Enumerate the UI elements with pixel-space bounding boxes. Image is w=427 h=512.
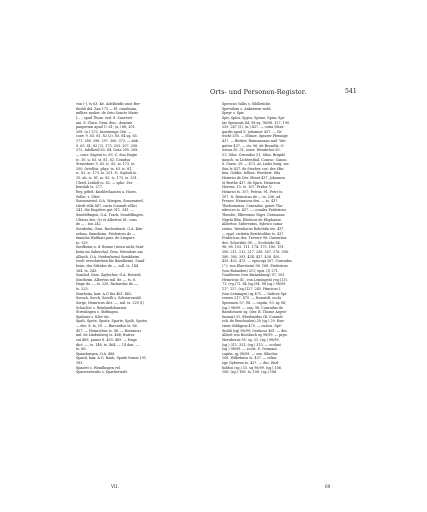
index-entry-line: Sim le 437. de Sterber. ces. des Sfin- xyxy=(222,166,285,171)
index-entry-line: Sorge, Heinricus dict. —, mil. ts. 229 (I) xyxy=(76,300,144,305)
index-entry-line: conv. 9. 63. 81. 82 (2). 83. 84 sq. 85. xyxy=(76,134,138,139)
index-entry-line: heim. des Sifridus de —, soll. ts. 144. xyxy=(76,263,140,268)
index-entry-line: zelsau, Samsheim. Fridericus de — xyxy=(76,231,136,236)
index-entry-line: sgr. Dybernn ts. 437. — dec. Berl- xyxy=(222,361,280,365)
index-entry-line: Ulrich Leidolf io. 82. — splie. Zei- xyxy=(76,180,133,185)
index-entry-line: Fridericus des. Trevere 98. Gaisrubus xyxy=(222,236,287,241)
index-entry-line: 9. 63. 81. 82 (2). 173. 203. 207. 208. xyxy=(76,143,139,148)
index-entry-line: tholdi (sg) 98/99; Gerlacus 461. — dec. xyxy=(222,328,289,333)
index-entry-line: 51; Silos. Conradus 51; Silas. Brigide xyxy=(222,152,286,157)
index-entry-line: rtiedt villa 467. curia Conradi villici xyxy=(76,203,137,208)
index-entry-line: pauperum apud U. 61; (u.) 68; 201. xyxy=(76,125,136,130)
page-number: 541 xyxy=(345,88,357,95)
index-entry-line: 200. Ortolfus. phys. ts. 63. ic. 81. xyxy=(76,166,133,171)
index-entry-line: Spalt, Spote, Spoits, Sporte, Spolt, Spoite, xyxy=(76,319,148,324)
index-entry-line: ic. 10. u. 63. st. 81. 82. Coradus xyxy=(76,157,131,162)
index-entry-line: ben. Goldin. tellera. Weribert. Sila xyxy=(222,171,281,176)
index-entry-line: Somhof, Gem. Zaylocher, O.A. Rotweil, xyxy=(76,273,142,278)
index-entry-line: tar Spiravais 84. 98 sq. 96/98. 127. 190. xyxy=(222,120,291,125)
index-entry-line: Heinrici de Der. Sfeint 437. Johannes xyxy=(222,176,286,180)
index-entry-line: rarius. Wernherus Rebohlin tes. 437. xyxy=(222,226,285,231)
index-column-left xyxy=(76,102,216,482)
index-entry-line: monch. in Lichtenthal. Conrac. Canon. xyxy=(222,157,288,162)
index-entry-line: 435. 452. 475. — episcopi 167. Conradus xyxy=(222,259,292,264)
index-entry-line: Selbe. s. Slter. xyxy=(76,194,101,199)
index-entry-line: von (-), ts 63; Ke. Adelheidis uxor Ber- xyxy=(76,102,141,106)
index-entry-line: 10. ab. ic. 81. io. 82. ic. 173. io. 201. xyxy=(76,176,138,180)
index-entry-line: Thedomarius. Conradus. gener Tha- xyxy=(222,203,284,208)
index-entry-line: — des. 8. ts. 59. — Burcardus ts. 86. xyxy=(76,324,138,328)
index-entry-line: (welt verschrieben für Bandheim). Sund- xyxy=(76,259,146,264)
index-entry-line: Sparwerswahs s. Sparberwalt. xyxy=(76,370,128,375)
index-column-right xyxy=(222,102,362,482)
index-entry-line: Herven. 15. ts. 107. Pridor. V. xyxy=(222,185,273,190)
index-entry-line: Spazett s. Wendlingen vel. xyxy=(76,365,121,370)
index-entry-line: famulus Walthari pins. de Limpurs xyxy=(76,236,135,241)
index-entry-line: ts. 225. xyxy=(76,287,89,291)
index-entry-line: mil. de Lindenberg ts. 466; fratres xyxy=(76,333,135,338)
index-entry-line: Spiremen 57. 98. — capitn. 93. sg 94; xyxy=(222,300,286,305)
signature-mark: VII. xyxy=(111,484,119,489)
index-entry-line: ts. 86. xyxy=(76,347,87,352)
index-entry-line: (von Leiningen) sg 475. — ludices Spi- xyxy=(222,291,288,296)
index-entry-line: 106. Wilhelmus ts. 437. — relini- xyxy=(222,356,278,361)
index-entry-line: 255. 267 (2). (u.) 437. — curia Mera- xyxy=(222,125,285,130)
index-entry-line: 96. 98. 103. 111. 174. 175. 180. 191. xyxy=(222,245,285,250)
index-entry-line: 200. 211. 212. 217. 236. 267. 278. 306. xyxy=(222,250,290,254)
index-entry-line: tinensi) 51. Eberhardus (B. Conradi xyxy=(222,314,283,319)
index-entry-line: — eppl. civitatis Berchtoldus ts. 437. xyxy=(222,231,285,236)
index-entry-line: Spevsilem s. Ankerzem wohl. xyxy=(222,106,272,111)
index-entry-line: Spir, Spira, Spyra, Spirae, Spiar, Spi- xyxy=(222,115,285,120)
index-entry-line: Sornbelm, Gem. Bachenbach, O.A. Kün- xyxy=(76,226,144,231)
index-entry-line: rinus Oddigrus 475. — custos. Spe- xyxy=(222,324,282,328)
index-entry-line: gatter 437. — civ. 96. de Brusella. O- xyxy=(222,143,285,148)
page-title: Orts- und Personen-Register. xyxy=(210,88,307,96)
index-entry-line: wicht 250. — Münze. Spiurer Pfennige xyxy=(222,134,288,139)
index-entry-line: Sordheim u. d. Breme (wenn nicht Sent- xyxy=(76,245,145,250)
index-entry-line: 107. N. Heinricus de — ts. 236. ad xyxy=(222,194,281,199)
index-entry-line: capitn. sg 98/99. — can. Sibodus xyxy=(222,351,278,356)
index-entry-line: 11°. 127. (sg.)127. 245. Hinricus I. xyxy=(222,287,282,291)
index-entry-line: milher. mulier. de Orto Sancte Marie xyxy=(76,111,139,116)
index-entry-line: 380. 385. 393. 434. 437. 438. 450. xyxy=(222,254,281,259)
index-entry-line: 208. (u.) 272. Iusemenge 266. — xyxy=(76,129,132,134)
index-entry-line: Guntherus (von Bienenburg) 97. 103. xyxy=(222,273,286,278)
index-entry-line: (von Bolanden) 211; epis. (I) 271. xyxy=(222,268,279,273)
index-entry-line: S. Germ. 29. — 473. Ar. Liebe burg. sor. xyxy=(222,162,290,167)
folio-number: 69 xyxy=(325,484,331,489)
index-entry-line: Spamburgen, O.A. 466. xyxy=(76,351,116,356)
index-entry-line: ani. S. Clara. Gent. disc., dearum xyxy=(76,120,133,125)
index-entry-line: (sg.) 98/99. — eccla. S. Germani. xyxy=(222,347,278,352)
index-entry-line: Spalmer s. Klee etc. xyxy=(76,314,110,319)
index-entry-line: Theodic. Elbewinus Nigri. Germanus xyxy=(222,213,285,217)
index-entry-line: io. 129. xyxy=(76,240,89,245)
index-entry-line: Sorach, Sorch, Sorelli s. Schwarzwald. xyxy=(76,296,142,301)
index-entry-line: et Berthe 437. de Spira. Heinricus xyxy=(222,180,281,185)
index-entry-line: holdus (sg.) 51. sg 98/99. (sg.) 106. xyxy=(222,365,282,370)
index-entry-line: Albert von Rossbach sg 98/99. — prps. xyxy=(222,333,288,338)
index-entry-line: (^). von Eberstein) 96. 166. Fridericus xyxy=(222,263,288,268)
index-entry-line: (sg.) 98/99. — can. 98. Conradus de xyxy=(222,305,283,310)
index-entry-line: dict. —, ts. 148. ts. 464. — 14 dan. —, xyxy=(76,342,140,347)
index-entry-line: Baruheusen sg. (der. B. Thome Argen- xyxy=(222,310,287,315)
index-entry-line: Spanil, bair. A.G. Rank, Spaite forum 191. xyxy=(76,356,148,361)
index-entry-line: 241. die Engelers gut 311. 341. — xyxy=(76,208,134,213)
index-entry-line: Somheim, bair. A.G Itis 461. 462. xyxy=(76,291,133,296)
index-entry-line: tholdi del. Zan 172 — El. conubium, xyxy=(76,106,137,111)
index-entry-line: renses 217. 475. — Domstift, eccla xyxy=(222,296,282,301)
index-entry-line: ic. 82. ic. 173. io. 201. 8;. Sigholt io. xyxy=(76,171,138,176)
index-entry-line: Heinrici ts. 107; Petrus. 91. Petri ts. xyxy=(222,189,284,194)
index-entry-line: Ulricus des. Os et Albertus 81. cons xyxy=(76,217,137,222)
index-entry-line: Rey, pébel. Knoblethausen a. Hoerc. xyxy=(76,189,138,194)
index-entry-line: Sonnenwied, O.A. Wimpen, Sonnenried, xyxy=(76,199,144,204)
index-entry-line: gardis apud S. Johanner 437. — Ge- xyxy=(222,129,283,134)
index-entry-line: benslab ts. 277. xyxy=(76,185,103,190)
index-entry-line: 183. xyxy=(76,361,84,365)
index-entry-line: 164. ts. 243. xyxy=(76,268,98,273)
index-entry-line: — conv. Sagern io. 63. C. don Hagte xyxy=(76,152,138,157)
page-footer xyxy=(0,483,427,491)
index-entry-line: [— ; spud Thum. eed. 8. Suavesti- xyxy=(76,115,133,120)
index-entry-line: (sg.) 311. 331; (sg.) 313. — scolast. xyxy=(222,342,282,347)
running-head xyxy=(0,86,427,98)
index-entry-line: Sontheim. Albertus mil. de —, ts. 8. xyxy=(76,277,137,282)
index-entry-line: ndesces io. 437. — conales Fridericus xyxy=(222,208,287,213)
index-entry-line: Speyr s. Spir. xyxy=(222,111,245,116)
index-entry-line: wieon 50. 51; scarr. Wendrchir 50. xyxy=(222,148,281,153)
index-entry-line: 457. — Heinrichus ts. 86. — Heinricus xyxy=(76,328,142,333)
index-entry-line: Spericus Vallis s. Sihlbrücke. xyxy=(222,102,272,106)
index-entry-line: heim im Sakerchal, Gem. Steindorn am xyxy=(76,250,143,254)
index-entry-line: Hage de —, ts. 220. Richardus de —, xyxy=(76,282,139,287)
index-entry-line: 71. (vg.)71. 84 (sg.)94. 98 (sg.) 98/99. xyxy=(222,282,287,287)
index-entry-line: sui 469; paiser 8. 459. 469. — Hage xyxy=(76,337,137,342)
index-entry-line: Albuch, O.A. Neidenheim) Sumkheim xyxy=(76,254,140,259)
index-entry-line: Streulingen s. Stiftingen. xyxy=(76,310,119,315)
index-entry-line: Wernherus 50. sg. 51. (sg.) 98/99. xyxy=(222,337,280,342)
index-entry-line: roh. de Bruchsalen) 20 (sg.) 29. Emi- xyxy=(222,319,285,324)
index-entry-line: 272. Adelheid 83. 84. Guta 200. 208. xyxy=(76,148,139,153)
index-entry-line: Nigrlu Blin. Eledicus de Elephante, xyxy=(222,217,282,222)
index-entry-line: de — , ton 242. xyxy=(76,222,102,227)
index-entry-line: Heinricus (II., von Leiningen) reg.(13). xyxy=(222,277,288,282)
index-entry-line: Sendelfingen, O.A. Track, Sendelfingen. xyxy=(76,213,144,217)
index-entry-line: 437. — Bürber. Reinmannus mul. Wei- xyxy=(222,139,287,143)
index-entry-line: 106. (sg.) 106. ts. 106. (sg.) 106. xyxy=(222,370,278,375)
index-entry-line: Albertus. Siderentus, Sybrico cama- xyxy=(222,222,284,227)
index-entry-line: des. Schertiilo 98. — Eccleside 64. xyxy=(222,240,281,245)
index-entry-line: 171. 280. 296. 297. 306. 373. — abb. xyxy=(76,139,139,143)
index-entry-line: Schacher s. Reinhardshausen. xyxy=(76,305,128,310)
index-entry-line: Prenes. Heinricus des. — ts. 437. xyxy=(222,199,279,204)
index-entry-line: Strassburc 9. 63. ic. 82. io. 173. io. xyxy=(76,162,136,167)
